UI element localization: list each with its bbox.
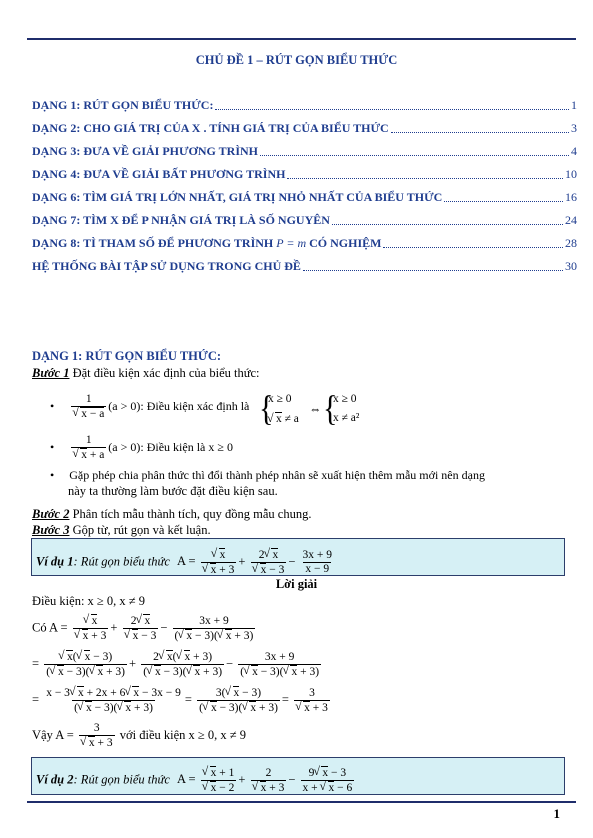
step2: Bước 2 Phân tích mẫu thành tích, quy đồng mẫu chung.: [32, 507, 312, 521]
toc-entry[interactable]: DẠNG 6: TÌM GIÁ TRỊ LỚN NHẤT, GIÁ TRỊ NHỎ NHẤT CỦA BIỂU THỨC 16: [32, 190, 577, 204]
toc-entry[interactable]: DẠNG 7: TÌM X ĐỂ P NHẬN GIÁ TRỊ LÀ SỐ NGUYÊN 24: [32, 213, 577, 227]
fraction: 1 √ x + a: [71, 434, 106, 462]
example-2-box: Ví dụ 2: Rút gọn biểu thức A = √ x + 1 √ x − 2 + 2 √ x + 3 − $\frac{9√ x - 3}{x + √ x - 6}$: [31, 757, 565, 795]
bullet-dot: •: [50, 439, 55, 454]
condition: Điều kiện: x ≥ 0, x ≠ 9: [32, 594, 146, 608]
solution-step-2: = √ $\frac{x(√ x - 3)}{(√ x - 3)(√ x + 3)}$ + $\frac{2√ x(√ x + 3)}{(√ x - 3)(√ x + 3)}$ − $\frac{3x + 9}{(√ x - 3)(√ x + 3)}$: [32, 650, 323, 679]
example-1-box: Ví dụ 1: Rút gọn biểu thức A = √ x √ x + 3 + 2√ x √ x − 3 − $\frac{3x + 9}{x - 9}$: [31, 538, 565, 576]
bullet-dot: •: [50, 398, 55, 413]
top-rule: [27, 38, 576, 40]
bullet-dot: •: [50, 468, 55, 482]
conclusion: Vậy A = 3 √ x + 3 với điều kiện x ≥ 0, x ≠ 9: [32, 722, 246, 750]
section-heading: DẠNG 1: RÚT GỌN BIỂU THỨC:: [32, 349, 222, 363]
chapter-title: CHỦ ĐỀ 1 – RÚT GỌN BIỂU THỨC: [195, 53, 398, 67]
brace-left-1: {: [259, 388, 274, 429]
bottom-rule: [27, 801, 576, 803]
step3: Bước 3 Gộp từ, rút gọn và kết luận.: [32, 523, 211, 537]
step1: Bước 1 Đặt điều kiện xác định của biểu thức:: [32, 366, 260, 380]
toc-entry[interactable]: DẠNG 8: TÌ THAM SỐ ĐỂ PHƯƠNG TRÌNH P = m CÓ NGHIỆM 28: [32, 236, 577, 250]
solution-step-1: Có A = √ x √ x + 3 + 2√ x √ x − 3 − $\frac{3x + 9}{(√ x - 3)(√ x + 3)}$: [32, 614, 257, 643]
solution-title: Lời giải: [275, 577, 318, 591]
bullet-2: • 1 √ x + a (a > 0): Điều kiện là x ≥ 0: [50, 434, 233, 462]
toc-entry[interactable]: HỆ THỐNG BÀI TẬP SỬ DỤNG TRONG CHỦ ĐỀ 30: [32, 259, 577, 273]
bullet-1: • 1 √ x − a (a > 0): Điều kiện xác định là: [50, 393, 249, 421]
toc-entry[interactable]: DẠNG 4: ĐƯA VỀ GIẢI BẤT PHƯƠNG TRÌNH 10: [32, 167, 577, 181]
toc-entry[interactable]: DẠNG 3: ĐƯA VỀ GIẢI PHƯƠNG TRÌNH 4: [32, 144, 577, 158]
brace-left-2: {: [323, 388, 338, 429]
bullet-3: • Gặp phép chia phân thức thì đổi thành phép nhân sẽ xuất hiện thêm mẫu mới nên dạng: [50, 468, 485, 482]
page-number: 1: [553, 806, 560, 821]
fraction: 1 √ x − a: [71, 393, 106, 421]
solution-step-3: = $\frac{x - 3√ x + 2x + 6√ x - 3x - 9}{(√ x - 3)(√ x + 3)}$ = $\frac{3(√ x - 3)}{(√ x - 3)(√ x + 3)}$ = 3 √ x + 3: [32, 686, 332, 715]
toc-entry[interactable]: DẠNG 2: CHO GIÁ TRỊ CỦA X . TÍNH GIÁ TRỊ CỦA BIỂU THỨC 3: [32, 121, 577, 135]
toc-entry[interactable]: DẠNG 1: RÚT GỌN BIỂU THỨC: 1: [32, 98, 577, 112]
